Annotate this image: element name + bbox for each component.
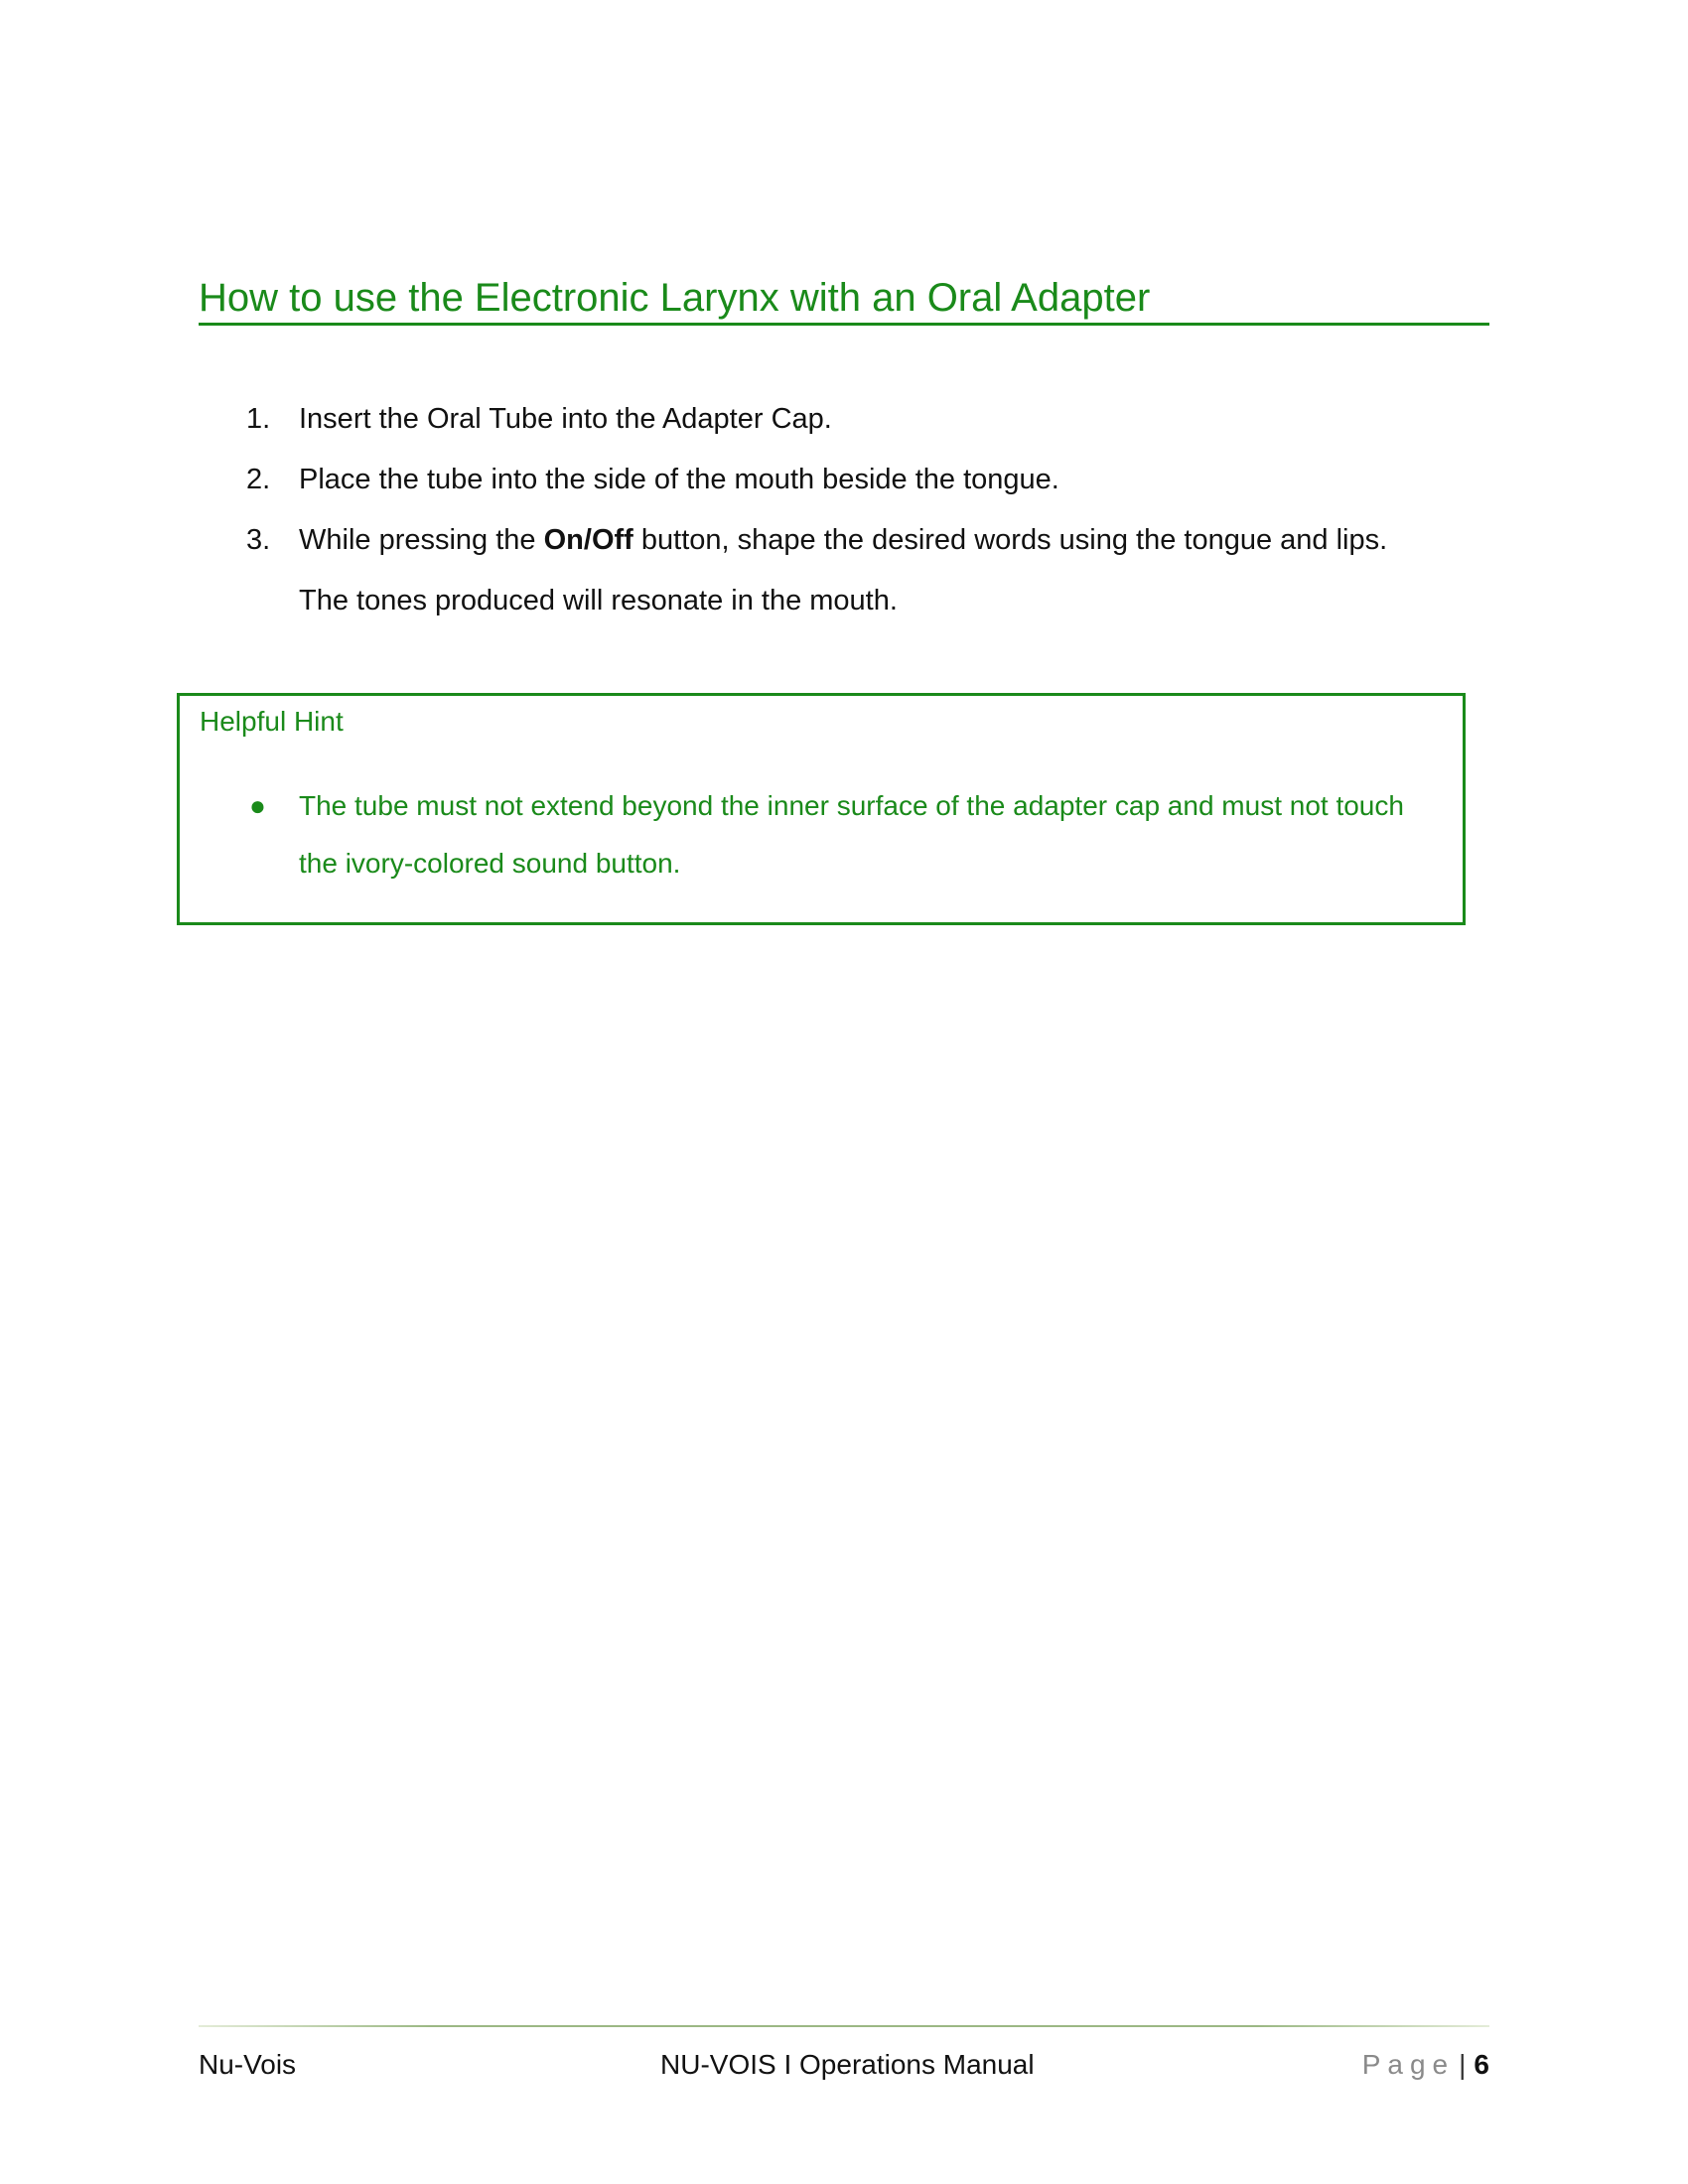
step-text-bold: On/Off [543,524,633,556]
helpful-hint-box [177,693,1466,925]
footer-brand: Nu-Vois [199,2049,297,2080]
hint-title: Helpful Hint [200,706,344,737]
bullet-icon: ● [249,790,266,821]
footer-divider [199,2025,1489,2027]
step-number: 2. [246,464,271,495]
list-item [246,389,1497,450]
step-text-after: button, shape the desired words using the tongue and lips. [633,524,1388,556]
step-continuation: The tones produced will resonate in the mouth. [299,585,898,616]
page-separator: | [1459,2049,1467,2080]
step-text-before: While pressing the [299,524,544,556]
page-indicator [1362,2049,1489,2081]
page-number: 6 [1474,2049,1489,2080]
hint-line-1: The tube must not extend beyond the inner surface of the adapter cap and must not touch [299,790,1404,821]
list-item [246,510,1497,631]
list-item [249,777,1441,892]
step-number: 3. [246,524,271,556]
hint-line-2: the ivory-colored sound button. [299,848,681,879]
hint-list [249,777,1441,892]
section-heading: How to use the Electronic Larynx with an Oral Adapter [199,273,1489,326]
step-text: Place the tube into the side of the mouth beside the tongue. [299,464,1059,495]
instruction-list [246,389,1497,631]
step-number: 1. [246,403,271,435]
step-text: Insert the Oral Tube into the Adapter Cap. [299,403,832,435]
list-item [246,450,1497,510]
footer-title: NU-VOIS I Operations Manual [660,2049,1035,2080]
page-label: Page [1361,2049,1456,2080]
